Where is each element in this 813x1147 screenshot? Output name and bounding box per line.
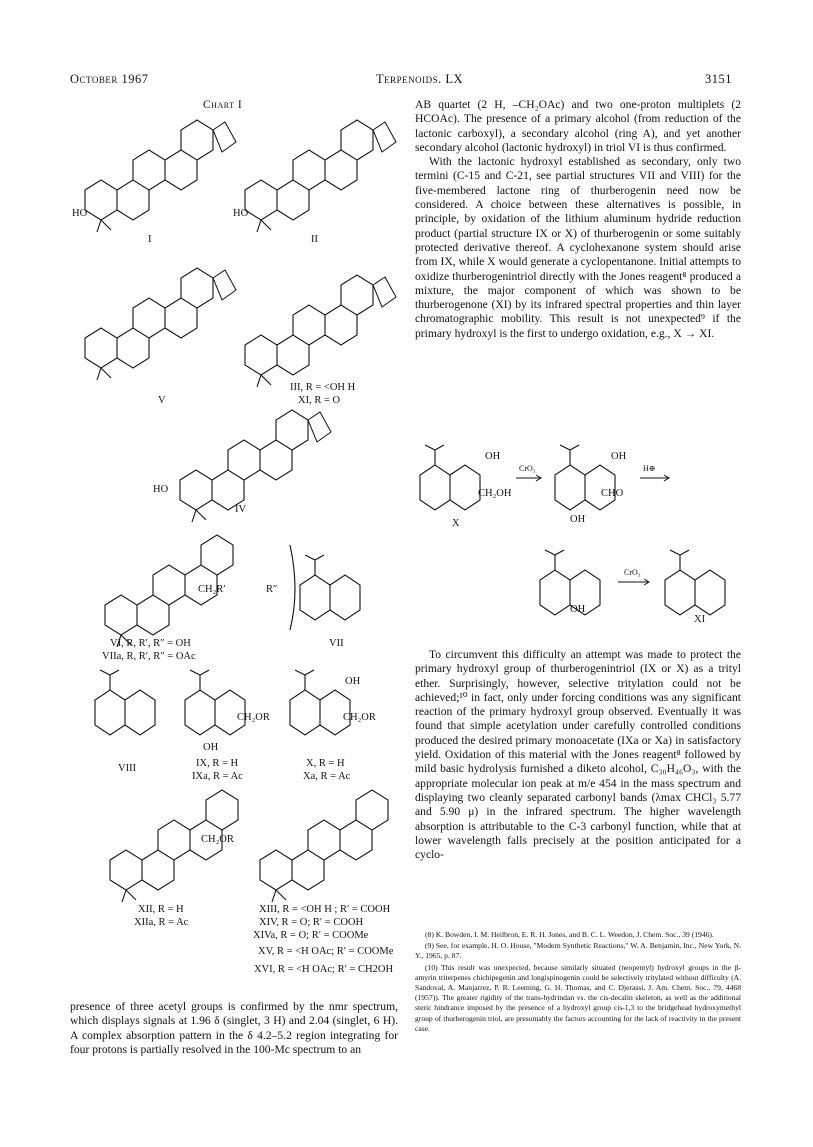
label-XIII: XIII, R = <OH H ; R′ = COOH <box>259 904 391 915</box>
label-III: III, R = <OH H <box>290 382 356 393</box>
right-paragraph-3: To circumvent this difficulty an attempt was made to protect the primary hydroxyl group of thurberogenintriol (IX or X) as a trityl ether. Surprisingly, however, selective tritylation could not be achieved;¹⁰ in fact, only under forcing conditions was any significant reaction of the primary hydroxyl group observed. Eventually it was found that simple acetylation under carefully controlled conditions produced the desired primary monoacetate (IXa or Xa) in satisfactory yield. Oxidation of this material with the Jones reagent⁸ followed by mild basic hydrolysis furnished a diketo alcohol, C₃₀H₄₆O₃, with the appropriate molecular ion peak at m/e 454 in the mass spectrum and displaying two cleanly separated carbonyl bands (λmax CHCl₃ 5.77 and 5.90 μ) in the infrared spectrum. The higher wavelength absorption is attributable to the C-3 carbonyl function, while that at lower wavelength falls precisely at the position anticipated for a cyclo- <box>415 648 741 862</box>
right-paragraph-2: With the lactonic hydroxyl established as secondary, only two termini (C-15 and C-21, see partial structures VII and VIII) for the five-membered lactone ring of thurberogenin need now be considered. A choice between these alternatives is possible, in principle, by oxidation of the lithium aluminum hydride reduction product (partial structure IX or X) of thurberogenin or some suitably protected derivative thereof. A cyclohexanone system should arise from IX, while X would generate a cyclopentanone. Initial attempts to oxidize thurberogenintriol directly with the Jones reagent⁸ produced a mixture, the major component of which was shown to be thurberogenone (XI) by its infrared spectral properties and thin layer chromatographic mobility. This result is not unexpected⁹ if the primary hydroxyl is the first to undergo oxidation, e.g., X → XI. <box>415 155 741 340</box>
scheme-oh-2: OH <box>611 451 627 462</box>
running-header-date: October 1967 <box>70 72 149 86</box>
label-Xa: Xa, R = Ac <box>303 771 351 782</box>
label-ch2or-3: CH₂OR <box>201 834 234 845</box>
label-ho-1: HO <box>72 208 88 219</box>
label-II: II <box>311 234 318 245</box>
chart-title: Chart I <box>203 99 243 111</box>
label-VI: VI, R, R′, R″ = OH <box>110 638 191 649</box>
scheme-cro3-2: CrO₃ <box>624 568 641 577</box>
label-XVI: XVI, R = <H OAc; R′ = CH2OH <box>254 964 394 975</box>
page-number: 3151 <box>705 72 732 86</box>
scheme-oh-1: OH <box>485 451 501 462</box>
label-VII: VII <box>329 638 344 649</box>
label-rpp: R″ <box>266 584 278 595</box>
label-XI: XI, R = O <box>298 395 341 406</box>
label-XIV: XIV, R = O; R′ = COOH <box>259 917 364 928</box>
footnote-10: (10) This result was unexpected, because similarly situated (neopentyl) hydroxyl groups in the β-amyrin triterpenes chichipegenin and longispinogenin could be selectively tritylated without difficulty (A. Sandoval, A. Manjarrez, P. R. Leeming, G. H. Thomas, and C. Djerassi, J. Am. Chem. Soc., 79, 4468 (1957)). The greater rigidity of the trans-hydrindan vs. the cis-decalin skeleton, as well as the additional steric hindrance imposed by the presence of a hydroxyl group cis-1,3 to the bridgehead hydroxymethyl group of thurberogenin triol, are presumably the factors accounting for the lack of reactivity in the present case. <box>415 962 741 1033</box>
scheme-oh-4: OH <box>570 604 586 615</box>
label-VIIa: VIIa, R, R′, R″ = OAc <box>102 651 196 662</box>
label-ch2or-1: CH₂OR <box>237 712 270 723</box>
running-header-title: Terpenoids. LX <box>376 72 464 86</box>
label-ho-2: HO <box>233 208 249 219</box>
scheme-cho: CHO <box>601 488 624 499</box>
label-oh-x: OH <box>345 676 361 687</box>
right-column-mid <box>415 648 741 862</box>
scheme-label-xi: XI <box>694 614 706 625</box>
footnote-8: (8) K. Bowden, I. M. Heilbron, E. R. H. Jones, and B. C. L. Weedon, J. Chem. Soc., 39 (1946). <box>425 930 714 939</box>
label-XIIa: XIIa, R = Ac <box>134 917 189 928</box>
left-paragraph: presence of three acetyl groups is confirmed by the nmr spectrum, which displays signals at 1.96 δ (singlet, 3 H) and 2.04 (singlet, 6 H). A complex absorption pattern in the δ 4.2–5.2 region integrating for four protons is partially resolved in the 100-Mc spectrum to an <box>70 1000 398 1056</box>
left-column-text <box>70 1000 398 1057</box>
label-V: V <box>158 395 166 406</box>
label-XV: XV, R = <H OAc; R′ = COOMe <box>258 946 394 957</box>
scheme-label-x: X <box>452 518 460 529</box>
scheme-ch2oh: CH₂OH <box>478 488 512 499</box>
label-oh-ix: OH <box>203 742 219 753</box>
label-ch2or-2: CH₂OR <box>343 712 376 723</box>
scheme-oh-3: OH <box>570 514 586 525</box>
label-VIII: VIII <box>118 763 137 774</box>
label-ch2r: CH₂R′ <box>198 584 226 595</box>
label-XIVa: XIVa, R = O; R′ = COOMe <box>253 930 369 941</box>
label-ho-4: HO <box>153 484 169 495</box>
label-XII: XII, R = H <box>138 904 184 915</box>
label-IX: IX, R = H <box>196 758 239 769</box>
right-column-top <box>415 98 741 341</box>
scheme-hplus: H⊕ <box>643 464 656 473</box>
footnote-9: (9) See, for example, H. O. House, "Modern Synthetic Reactions," W. A. Benjamin, Inc., New York, N. Y., 1965, p. 87. <box>415 941 741 961</box>
right-paragraph-1: AB quartet (2 H, –CH₂OAc) and two one-proton multiplets (2 HCOAc). The presence of a primary alcohol (from reduction of the lactonic carboxyl), a secondary alcohol (ring A), and yet another secondary alcohol (lactonic hydroxyl) in triol VI is thus confirmed. <box>415 98 741 154</box>
footnotes <box>415 930 741 1035</box>
label-IXa: IXa, R = Ac <box>192 771 243 782</box>
label-X: X, R = H <box>306 758 345 769</box>
scheme-cro3-1: CrO₃ <box>519 464 536 473</box>
label-I: I <box>148 234 152 245</box>
label-IV: IV <box>235 504 247 515</box>
